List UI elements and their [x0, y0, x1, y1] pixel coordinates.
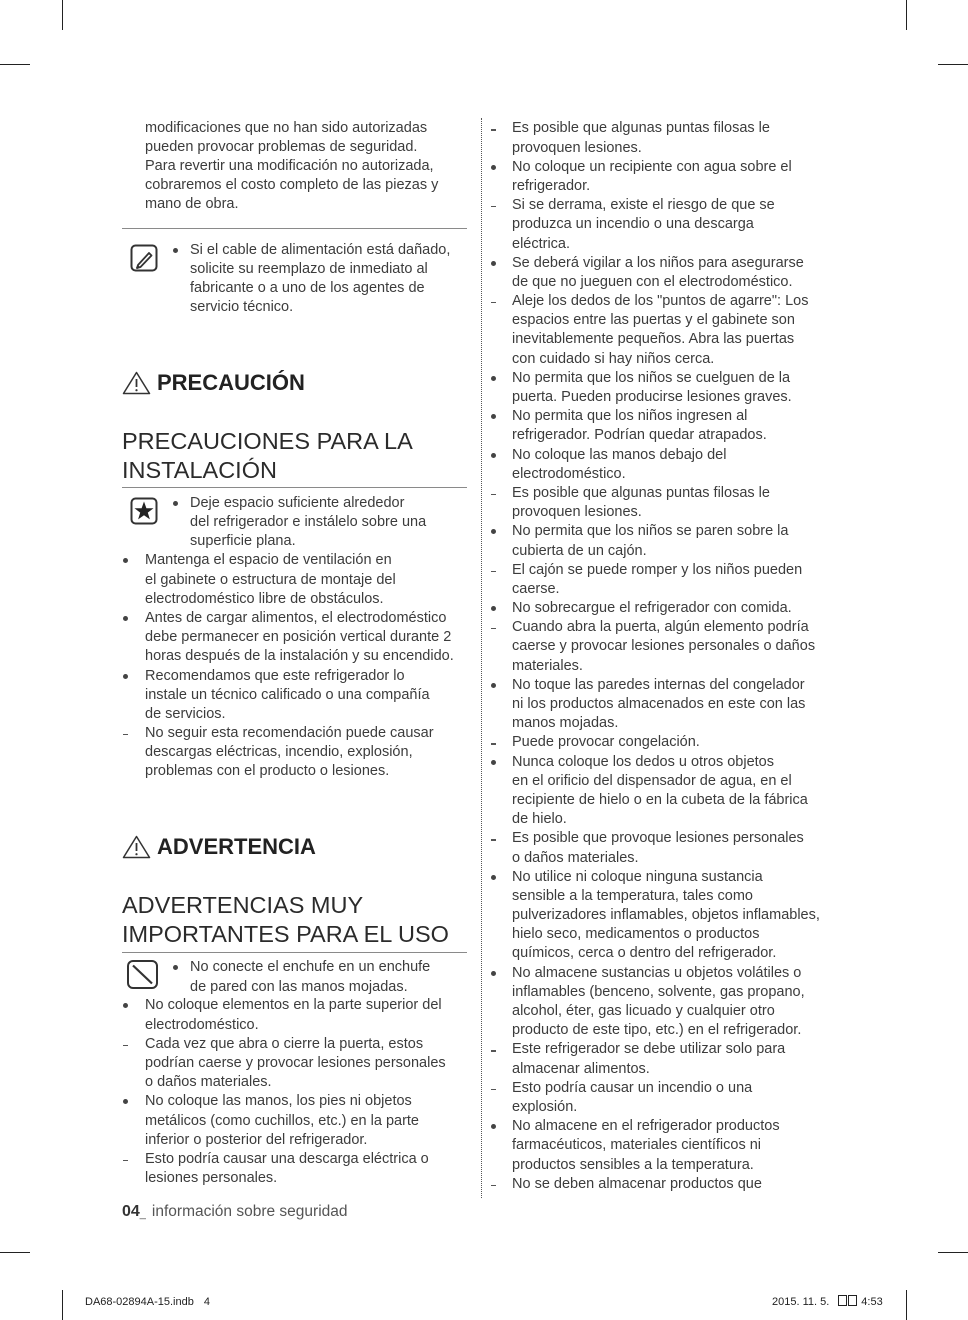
text-line: o daños materiales. — [145, 1074, 272, 1091]
bullet-list-item — [490, 753, 820, 830]
text-line: Recomendamos que este refrigerador lo — [145, 667, 405, 684]
bullet-list-item — [122, 1092, 446, 1150]
text-line: No coloque las manos debajo del — [512, 446, 727, 463]
dash-marker — [123, 1045, 128, 1046]
caution-list — [122, 551, 454, 781]
bullet-list-item — [490, 446, 820, 484]
text-line: Si se derrama, existe el riesgo de que se — [512, 197, 775, 214]
star-icon — [130, 497, 158, 525]
text-line: solicite su reemplazo de inmediato al — [190, 260, 428, 277]
dash-list-item — [490, 1040, 820, 1078]
dash-list-item — [122, 1150, 446, 1188]
dash-marker — [491, 839, 496, 840]
dash-list-item — [490, 561, 820, 599]
text-line: puerta. Pueden producirse lesiones graves. — [512, 389, 792, 406]
text-line: Es posible que algunas puntas filosas le — [512, 484, 770, 501]
text-line: No conecte el enchufe en un enchufe — [190, 959, 431, 976]
prohibited-icon — [126, 959, 159, 990]
text-line: PRECAUCIONES PARA LA — [122, 427, 413, 454]
bullet-marker — [491, 875, 496, 880]
text-line: lesiones personales. — [145, 1170, 278, 1187]
text-line: el gabinete o estructura de montaje del — [145, 571, 396, 588]
text-line: refrigerador. — [512, 177, 591, 194]
text-line: Esto podría causar una descarga eléctrica o — [145, 1150, 429, 1167]
crop-mark — [0, 1252, 30, 1253]
warning-list — [122, 996, 446, 1188]
text-line: No seguir esta recomendación puede causar — [145, 725, 434, 742]
text-line: Antes de cargar alimentos, el electrodoméstico — [145, 609, 447, 626]
bullet-marker — [491, 683, 496, 688]
intro-paragraph — [145, 119, 438, 215]
text-line: No toque las paredes internas del congelador — [512, 676, 805, 693]
text-line: del refrigerador e instálelo sobre una — [190, 513, 427, 530]
text-line: con cuidado si hay niños cerca. — [512, 350, 715, 367]
print-slug-file — [85, 1295, 210, 1309]
caution-heading-text: PRECAUCIÓN — [157, 370, 305, 395]
text-line: ni los productos almacenados en este con las — [512, 696, 806, 713]
text-line: superficie plana. — [190, 532, 296, 549]
dash-marker — [123, 734, 128, 735]
missing-glyph-icon — [838, 1295, 847, 1306]
bullet-marker — [491, 760, 496, 765]
dash-marker — [491, 494, 496, 495]
bullet-marker — [123, 674, 128, 679]
text-line: Aleje los dedos de los "puntos de agarre": Los — [512, 293, 809, 310]
dash-marker — [491, 206, 496, 207]
column-separator — [481, 118, 482, 1198]
slug-date: 2015. 11. 5. — [772, 1296, 830, 1308]
text-line: produzca un incendio o una descarga — [512, 216, 754, 233]
text-line: eléctrica. — [512, 235, 571, 252]
text-line: caerse y provocar lesiones personales o daños — [512, 638, 816, 655]
section-divider — [122, 952, 467, 953]
bullet-list-item — [490, 964, 820, 1041]
bullet-marker — [491, 261, 496, 266]
bullet-list-item — [490, 158, 820, 196]
text-line: No permita que los niños se paren sobre la — [512, 523, 789, 540]
text-line: pulverizadores inflamables, objetos inflamables, — [512, 907, 820, 924]
text-line: almacenar alimentos. — [512, 1060, 650, 1077]
dash-list-item — [490, 733, 820, 752]
crop-mark — [0, 64, 30, 65]
text-line: horas después de la instalación y su encendido. — [145, 648, 454, 665]
bullet-list-item — [172, 241, 450, 318]
text-line: cobraremos el costo completo de las piezas y — [145, 177, 439, 194]
crop-mark — [906, 0, 907, 30]
text-line: sensible a la temperatura, tales como — [512, 887, 753, 904]
bullet-list-item — [490, 1117, 820, 1175]
dash-marker — [491, 1185, 496, 1186]
section-divider — [122, 487, 467, 488]
text-line: materiales. — [512, 657, 583, 674]
right-column-list — [490, 119, 820, 1194]
text-line: provoquen lesiones. — [512, 139, 642, 156]
crop-mark — [938, 64, 968, 65]
dash-marker — [491, 1089, 496, 1090]
text-line: manos mojadas. — [512, 715, 619, 732]
text-line: Para revertir una modificación no autorizada, — [145, 157, 434, 174]
text-line: producto de este tipo, etc.) en el refrigerador. — [512, 1022, 802, 1039]
text-line: No utilice ni coloque ninguna sustancia — [512, 868, 763, 885]
print-slug-date — [772, 1295, 883, 1309]
text-line: Cuando abra la puerta, algún elemento podría — [512, 619, 809, 636]
text-line: servicio técnico. — [190, 299, 294, 316]
crop-mark — [938, 1252, 968, 1253]
text-line: inflamables (benceno, solvente, gas propano, — [512, 983, 805, 1000]
dash-list-item — [490, 1175, 820, 1194]
footer-section-name: información sobre seguridad — [151, 1203, 348, 1220]
text-line: ADVERTENCIAS MUY — [122, 891, 364, 918]
text-line: provoquen lesiones. — [512, 504, 642, 521]
bullet-marker — [123, 616, 128, 621]
dash-marker — [491, 1050, 496, 1051]
text-line: refrigerador. Podrían quedar atrapados. — [512, 427, 767, 444]
bullet-marker — [491, 376, 496, 381]
bullet-list-item — [490, 407, 820, 445]
text-line: pueden provocar problemas de seguridad. — [145, 138, 418, 155]
text-line: No permita que los niños ingresen al — [512, 408, 748, 425]
text-line: productos sensibles a la temperatura. — [512, 1156, 754, 1173]
note-list — [172, 494, 426, 552]
warning-triangle-icon — [122, 371, 151, 395]
warning-heading-text: ADVERTENCIA — [157, 834, 316, 859]
slug-page: 4 — [203, 1296, 210, 1308]
bullet-list-item — [490, 522, 820, 560]
text-line: en el orificio del dispensador de agua, en el — [512, 772, 792, 789]
text-line: cubierta de un cajón. — [512, 542, 647, 559]
note-list — [172, 958, 430, 996]
dash-marker — [491, 129, 496, 130]
page-footer — [122, 1200, 348, 1224]
section-title — [122, 427, 413, 486]
bullet-list-item — [490, 254, 820, 292]
text-line: problemas con el producto o lesiones. — [145, 763, 390, 780]
bullet-list-item — [122, 996, 446, 1034]
bullet-list-item — [172, 494, 426, 552]
crop-mark — [62, 1290, 63, 1320]
text-line: fabricante o a uno de los agentes de — [190, 279, 425, 296]
text-line: INSTALACIÓN — [122, 457, 277, 483]
text-line: inevitablemente pequeños. Abra las puertas — [512, 331, 795, 348]
text-line: de servicios. — [145, 705, 226, 722]
text-line: químicos, cerca o dentro del refrigerador. — [512, 945, 777, 962]
bullet-list-item — [490, 599, 820, 618]
dash-list-item — [490, 292, 820, 369]
bullet-marker — [123, 1003, 128, 1008]
note-pencil-icon — [130, 244, 158, 272]
text-line: No coloque un recipiente con agua sobre el — [512, 158, 792, 175]
dash-list-item — [490, 484, 820, 522]
text-line: electrodoméstico libre de obstáculos. — [145, 590, 384, 607]
section-divider — [122, 228, 467, 229]
text-line: modificaciones que no han sido autorizadas — [145, 119, 428, 136]
text-line: de que no jueguen con el electrodoméstico. — [512, 273, 793, 290]
crop-mark — [906, 1290, 907, 1320]
text-line: Este refrigerador se debe utilizar solo para — [512, 1041, 786, 1058]
text-line: debe permanecer en posición vertical durante 2 — [145, 629, 452, 646]
bullet-marker — [173, 248, 178, 253]
bullet-marker — [123, 1099, 128, 1104]
dash-list-item — [490, 618, 820, 676]
bullet-list-item — [490, 868, 820, 964]
text-line: espacios entre las puertas y el gabinete son — [512, 312, 795, 329]
text-line: IMPORTANTES PARA EL USO — [122, 921, 449, 947]
dash-marker — [491, 628, 496, 629]
text-line: mano de obra. — [145, 196, 239, 213]
text-line: El cajón se puede romper y los niños pueden — [512, 561, 803, 578]
text-line: No almacene sustancias u objetos volátiles o — [512, 964, 802, 981]
text-line: Si el cable de alimentación está dañado, — [190, 241, 451, 258]
dash-marker — [123, 1160, 128, 1161]
dash-list-item — [122, 724, 454, 782]
text-line: Esto podría causar un incendio o una — [512, 1079, 753, 1096]
text-line: inferior o posterior del refrigerador. — [145, 1131, 368, 1148]
text-line: recipiente de hielo o en la cubeta de la fábrica — [512, 791, 808, 808]
bullet-list-item — [122, 667, 454, 725]
text-line: No almacene en el refrigerador productos — [512, 1118, 780, 1135]
dash-list-item — [122, 1035, 446, 1093]
text-line: Deje espacio suficiente alrededor — [190, 494, 405, 511]
bullet-marker — [173, 501, 178, 506]
dash-list-item — [490, 829, 820, 867]
bullet-marker — [491, 165, 496, 170]
bullet-list-item — [172, 958, 430, 996]
bullet-marker — [123, 558, 128, 563]
text-line: No se deben almacenar productos que — [512, 1175, 762, 1192]
bullet-marker — [491, 529, 496, 534]
bullet-list-item — [490, 676, 820, 734]
slug-time: 4:53 — [861, 1296, 883, 1308]
text-line: de hielo. — [512, 811, 567, 828]
warning-triangle-icon — [122, 835, 151, 859]
text-line: podrían caerse y provocar lesiones personales — [145, 1054, 446, 1071]
warning-heading — [122, 834, 316, 860]
caution-heading — [122, 370, 305, 396]
bullet-marker — [491, 971, 496, 976]
bullet-list-item — [490, 369, 820, 407]
text-line: electrodoméstico. — [512, 465, 626, 482]
text-line: Es posible que algunas puntas filosas le — [512, 120, 770, 137]
dash-list-item — [490, 1079, 820, 1117]
bullet-marker — [173, 965, 178, 970]
section-title — [122, 891, 449, 950]
text-line: electrodoméstico. — [145, 1016, 259, 1033]
text-line: Cada vez que abra o cierre la puerta, estos — [145, 1035, 424, 1052]
footer-separator: _ — [139, 1208, 146, 1220]
bullet-marker — [491, 606, 496, 611]
text-line: de pared con las manos mojadas. — [190, 978, 408, 995]
text-line: hielo seco, medicamentos o productos — [512, 926, 760, 943]
text-line: Se deberá vigilar a los niños para asegurarse — [512, 254, 804, 271]
slug-filename: DA68-02894A-15.indb — [85, 1296, 194, 1308]
text-line: No sobrecargue el refrigerador con comida. — [512, 600, 792, 617]
text-line: No coloque elementos en la parte superior del — [145, 997, 442, 1014]
text-line: explosión. — [512, 1098, 578, 1115]
text-line: Mantenga el espacio de ventilación en — [145, 552, 392, 569]
text-line: descargas eléctricas, incendio, explosión, — [145, 744, 413, 761]
text-line: Puede provocar congelación. — [512, 734, 700, 751]
text-line: Nunca coloque los dedos u otros objetos — [512, 753, 774, 770]
note-list — [172, 241, 450, 318]
text-line: farmacéuticos, materiales científicos ni — [512, 1137, 762, 1154]
text-line: alcohol, éter, gas licuado y cualquier otro — [512, 1003, 775, 1020]
text-line: caerse. — [512, 580, 560, 597]
text-line: metálicos (como cuchillos, etc.) en la parte — [145, 1112, 419, 1129]
text-line: o daños materiales. — [512, 849, 639, 866]
crop-mark — [62, 0, 63, 30]
missing-glyph-icon — [848, 1295, 857, 1306]
bullet-marker — [491, 1124, 496, 1129]
page-number: 04 — [122, 1203, 140, 1220]
dash-list-item — [490, 119, 820, 157]
text-line: No coloque las manos, los pies ni objetos — [145, 1093, 412, 1110]
dash-marker — [491, 743, 496, 744]
bullet-marker — [491, 414, 496, 419]
bullet-list-item — [122, 609, 454, 667]
dash-marker — [491, 571, 496, 572]
dash-marker — [491, 302, 496, 303]
text-line: No permita que los niños se cuelguen de la — [512, 369, 791, 386]
bullet-marker — [491, 453, 496, 458]
bullet-list-item — [122, 551, 454, 609]
text-line: Es posible que provoque lesiones personales — [512, 830, 804, 847]
text-line: instale un técnico calificado o una compañía — [145, 686, 430, 703]
dash-list-item — [490, 196, 820, 254]
